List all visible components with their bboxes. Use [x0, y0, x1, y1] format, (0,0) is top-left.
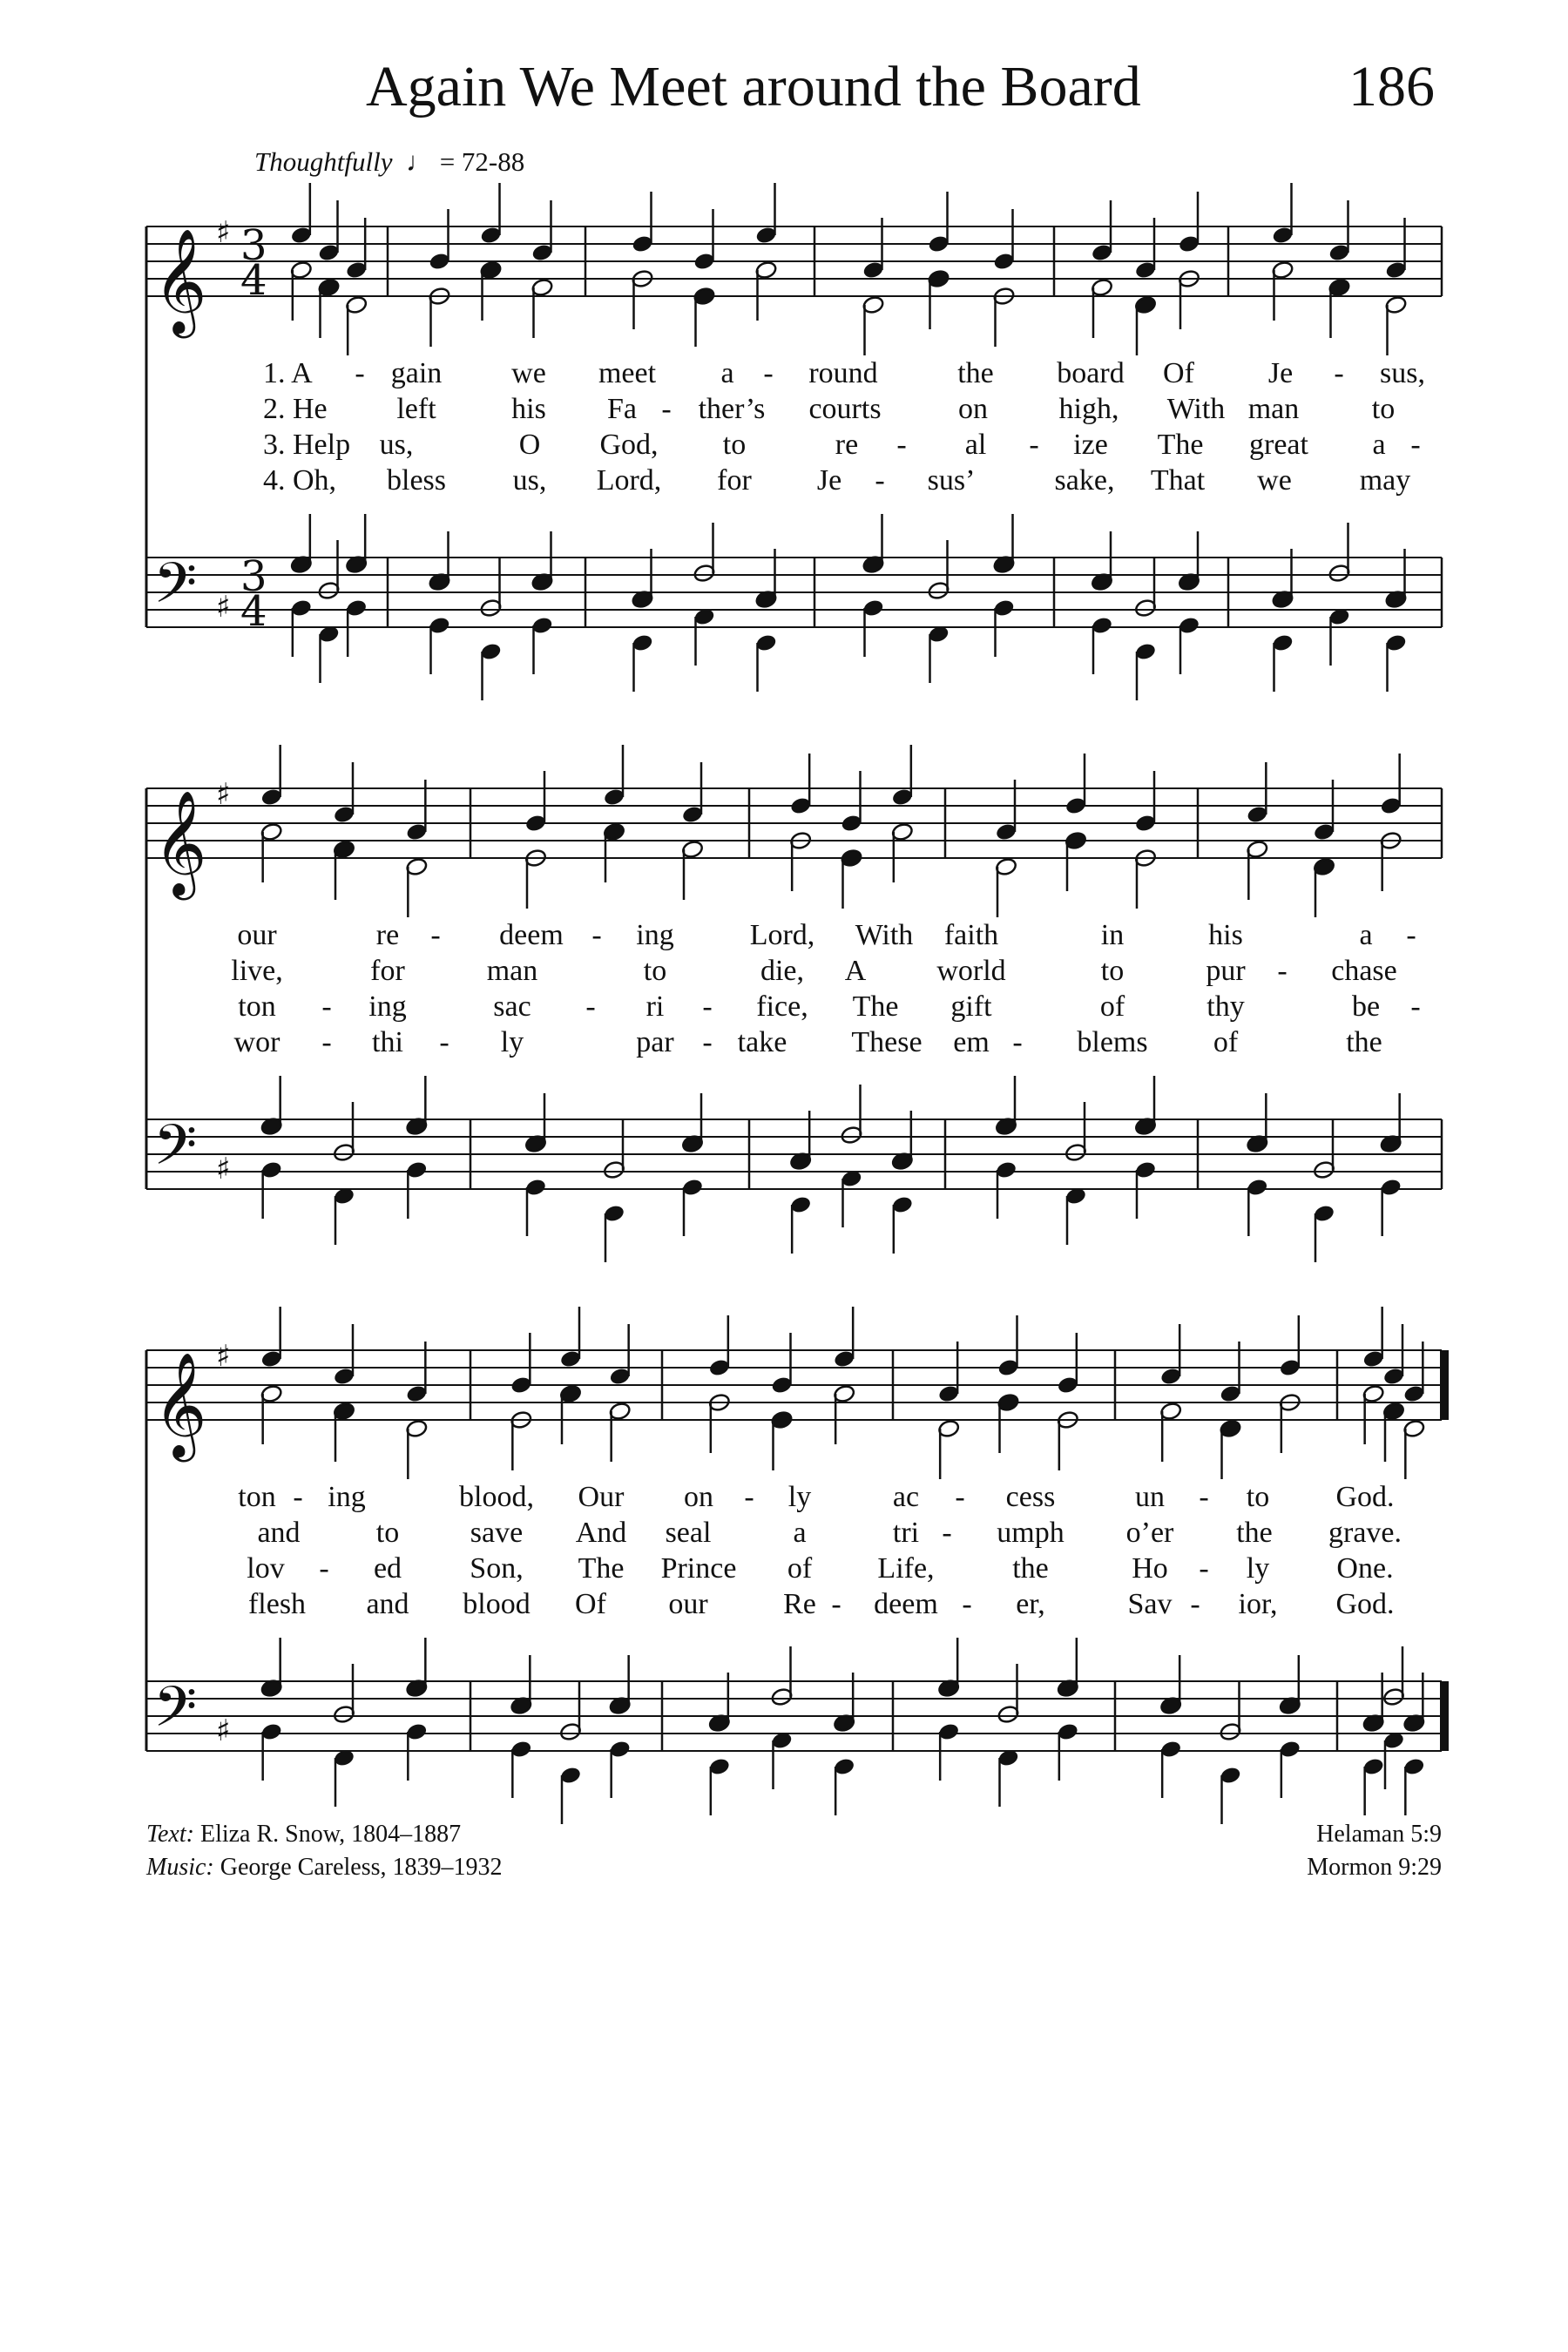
lyric-word: left	[396, 393, 436, 425]
lyric-word: gift	[950, 990, 992, 1023]
lyric-word: Of	[1163, 357, 1194, 389]
treble-clef-icon: 𝄞	[153, 789, 207, 896]
sharp-icon: ♯	[216, 590, 231, 625]
lyric-word: high,	[1058, 393, 1119, 425]
lyric-word: Lord,	[749, 919, 815, 951]
lyric-word: the	[1012, 1552, 1049, 1585]
text-credit-label: Text:	[146, 1821, 194, 1848]
lyric-word: -	[1410, 990, 1421, 1023]
lyric-word: ther’s	[698, 393, 766, 425]
bass-clef-icon: 𝄢	[153, 551, 198, 630]
lyric-word: of	[787, 1552, 813, 1585]
lyric-word: to	[1246, 1481, 1270, 1513]
lyric-word: Je	[1267, 357, 1294, 389]
lyric-word: save	[470, 1517, 524, 1549]
lyric-word: -	[955, 1481, 965, 1513]
sharp-icon: ♯	[216, 1713, 231, 1748]
hymn-number: 186	[1348, 55, 1435, 118]
time-signature-top: 3	[240, 221, 267, 270]
lyric-word: -	[1334, 357, 1344, 389]
lyric-word: thy	[1206, 990, 1245, 1023]
lyric-word: par	[636, 1026, 674, 1058]
lyric-word: er,	[1016, 1588, 1045, 1620]
lyric-word: Son,	[470, 1552, 524, 1585]
lyric-word: courts	[808, 393, 882, 425]
lyric-word: With	[1166, 393, 1226, 425]
lyric-word: ac	[892, 1481, 920, 1513]
lyric-word: and	[257, 1517, 301, 1549]
lyric-word: grave.	[1328, 1517, 1402, 1549]
lyric-word: -	[763, 357, 774, 389]
lyric-word: -	[896, 429, 907, 461]
treble-clef-icon: 𝄞	[153, 227, 207, 334]
lyric-word: -	[585, 990, 596, 1023]
lyric-word: -	[430, 919, 441, 951]
tempo-bpm: = 72-88	[439, 146, 525, 177]
lyric-word: tri	[892, 1517, 920, 1549]
lyric-word: -	[1199, 1481, 1209, 1513]
lyric-word: Prince	[660, 1552, 737, 1585]
lyric-word: world	[936, 955, 1006, 987]
lyric-word: em	[953, 1026, 990, 1058]
lyric-word: Our	[578, 1481, 625, 1513]
lyric-word: -	[591, 919, 602, 951]
lyric-word: of	[1099, 990, 1125, 1023]
lyric-word: deem	[499, 919, 564, 951]
lyric-word: gain	[390, 357, 443, 389]
lyric-word: of	[1213, 1026, 1239, 1058]
lyric-word: Re	[783, 1588, 816, 1620]
music-credit-label: Music:	[146, 1854, 214, 1881]
time-signature-bottom: 4	[240, 587, 267, 636]
quarter-note-icon: ♩	[399, 146, 433, 177]
lyric-word: we	[511, 357, 546, 389]
lyric-word: meet	[598, 357, 657, 389]
lyric-word: A	[844, 955, 867, 987]
lyric-word: we	[1257, 464, 1292, 497]
tempo-word: Thoughtfully	[254, 146, 393, 177]
lyric-word: That	[1150, 464, 1206, 497]
lyric-word: -	[293, 1481, 303, 1513]
lyric-word: ing	[328, 1481, 366, 1513]
lyric-word: God.	[1335, 1481, 1395, 1513]
lyric-word: re	[835, 429, 859, 461]
lyric-word: ri	[645, 990, 665, 1023]
bass-clef-icon: 𝄢	[153, 1113, 198, 1192]
lyric-word: deem	[874, 1588, 938, 1620]
lyric-word: -	[1012, 1026, 1023, 1058]
lyric-word: fice,	[756, 990, 808, 1023]
lyric-word: the	[1236, 1517, 1273, 1549]
lyric-word: And	[575, 1517, 627, 1549]
hymn-title: Again We Meet around the Board	[366, 55, 1141, 118]
lyric-word: die,	[760, 955, 805, 987]
lyric-word: -	[702, 990, 713, 1023]
sharp-icon: ♯	[216, 777, 231, 812]
time-signature-bottom: 4	[240, 256, 267, 305]
lyric-word: With	[855, 919, 914, 951]
lyric-word: flesh	[247, 1588, 307, 1620]
lyric-word: sake,	[1054, 464, 1115, 497]
lyric-word: on	[684, 1481, 713, 1513]
lyric-word: our	[237, 919, 277, 951]
lyric-word: -	[942, 1517, 952, 1549]
lyric-word: to	[643, 955, 667, 987]
lyric-word: -	[1406, 919, 1416, 951]
lyric-word: One.	[1336, 1552, 1394, 1585]
lyric-word: sac	[493, 990, 531, 1023]
lyric-word: us,	[512, 464, 547, 497]
lyric-word: -	[1277, 955, 1288, 987]
lyric-word: -	[831, 1588, 841, 1620]
lyric-word: to	[1100, 955, 1125, 987]
lyric-word: seal	[665, 1517, 712, 1549]
bass-clef-icon: 𝄢	[153, 1675, 198, 1754]
lyric-word: take	[737, 1026, 787, 1058]
lyric-word: -	[1410, 429, 1421, 461]
lyric-word: o’er	[1125, 1517, 1174, 1549]
lyric-word: ton	[238, 1481, 276, 1513]
lyric-word: Of	[575, 1588, 606, 1620]
music-credit	[146, 1854, 503, 1882]
lyric-word: umph	[997, 1517, 1064, 1549]
lyric-word: -	[439, 1026, 449, 1058]
lyric-word: live,	[231, 955, 283, 987]
scripture-ref: Helaman 5:9	[1316, 1821, 1442, 1848]
lyric-word: -	[702, 1026, 713, 1058]
music-credit-value: George Careless, 1839–1932	[220, 1854, 503, 1881]
lyric-word: to	[375, 1517, 400, 1549]
lyric-word: O	[518, 429, 541, 461]
lyric-word: Fa	[607, 393, 637, 425]
lyric-word: our	[668, 1588, 708, 1620]
lyric-word: to	[722, 429, 747, 461]
lyric-word: ing	[636, 919, 674, 951]
sharp-icon: ♯	[216, 1339, 231, 1374]
lyric-word: wor	[233, 1026, 280, 1058]
lyric-word: ize	[1073, 429, 1108, 461]
lyric-word: ton	[238, 990, 276, 1023]
lyric-word: thi	[372, 1026, 403, 1058]
lyric-word: The	[852, 990, 899, 1023]
lyric-word: -	[1190, 1588, 1200, 1620]
lyric-word: -	[875, 464, 885, 497]
lyric-word: for	[370, 955, 405, 987]
lyric-word: ed	[373, 1552, 402, 1585]
lyric-word: board	[1057, 357, 1125, 389]
lyric-word: 3. Help	[263, 429, 351, 461]
lyric-word: -	[661, 393, 672, 425]
lyric-word: a	[1359, 919, 1373, 951]
lyric-word: for	[717, 464, 752, 497]
lyric-word: -	[321, 1026, 332, 1058]
lyric-word: un	[1135, 1481, 1165, 1513]
lyric-word: ly	[500, 1026, 524, 1058]
lyric-word: The	[1157, 429, 1204, 461]
lyric-word: cess	[1005, 1481, 1056, 1513]
text-credit	[146, 1821, 461, 1848]
time-signature-top: 3	[240, 552, 267, 601]
lyric-word: God.	[1335, 1588, 1395, 1620]
lyric-word: his	[1208, 919, 1243, 951]
lyric-word: -	[744, 1481, 754, 1513]
lyric-word: 1. A	[263, 357, 313, 389]
lyric-word: be	[1351, 990, 1381, 1023]
lyric-word: God,	[599, 429, 659, 461]
lyric-word: Je	[816, 464, 842, 497]
lyric-word: a	[720, 357, 734, 389]
lyric-word: blood,	[459, 1481, 534, 1513]
lyric-word: his	[511, 393, 546, 425]
sharp-icon: ♯	[216, 1152, 231, 1186]
lyric-word: and	[366, 1588, 409, 1620]
lyric-word: the	[957, 357, 994, 389]
lyric-word: lov	[247, 1552, 285, 1585]
lyric-word: faith	[943, 919, 999, 951]
lyric-word: a	[1372, 429, 1386, 461]
lyric-word: 4. Oh,	[263, 464, 337, 497]
lyric-word: the	[1346, 1026, 1382, 1058]
lyric-word: blood	[463, 1588, 531, 1620]
lyric-word: -	[355, 357, 365, 389]
treble-clef-icon: 𝄞	[153, 1351, 207, 1457]
lyric-word: blems	[1077, 1026, 1148, 1058]
lyric-word: Ho	[1132, 1552, 1168, 1585]
lyric-word: The	[578, 1552, 625, 1585]
lyric-word: sus,	[1380, 357, 1425, 389]
lyric-word: ly	[1246, 1552, 1270, 1585]
sharp-icon: ♯	[216, 215, 231, 250]
final-barline	[1440, 1350, 1449, 1420]
lyric-word: man	[486, 955, 538, 987]
lyric-word: These	[851, 1026, 923, 1058]
lyric-word: on	[958, 393, 988, 425]
lyric-word: Lord,	[596, 464, 662, 497]
lyric-word: pur	[1206, 955, 1246, 987]
lyric-word: in	[1100, 919, 1125, 951]
lyric-word: chase	[1331, 955, 1397, 987]
lyric-word: -	[321, 990, 332, 1023]
lyric-word: bless	[387, 464, 446, 497]
lyric-word: ior,	[1238, 1588, 1278, 1620]
lyric-word: ing	[368, 990, 407, 1023]
lyric-word: -	[1199, 1552, 1209, 1585]
lyric-word: -	[1029, 429, 1039, 461]
lyric-word: ly	[787, 1481, 812, 1513]
lyric-word: re	[375, 919, 400, 951]
lyric-word: Sav	[1127, 1588, 1173, 1620]
scripture-ref: Mormon 9:29	[1307, 1854, 1442, 1881]
lyric-word: al	[964, 429, 987, 461]
text-credit-value: Eliza R. Snow, 1804–1887	[199, 1821, 462, 1848]
lyric-word: -	[962, 1588, 972, 1620]
lyric-word: man	[1247, 393, 1300, 425]
lyric-word: to	[1371, 393, 1396, 425]
lyric-word: round	[808, 357, 878, 389]
lyric-word: Life,	[877, 1552, 935, 1585]
lyric-word: sus’	[927, 464, 976, 497]
lyric-word: -	[319, 1552, 329, 1585]
final-barline	[1440, 1681, 1449, 1751]
lyric-word: may	[1359, 464, 1411, 497]
lyric-word: 2. He	[263, 393, 328, 425]
lyric-word: us,	[379, 429, 414, 461]
lyric-word: great	[1249, 429, 1308, 461]
lyric-word: a	[793, 1517, 807, 1549]
